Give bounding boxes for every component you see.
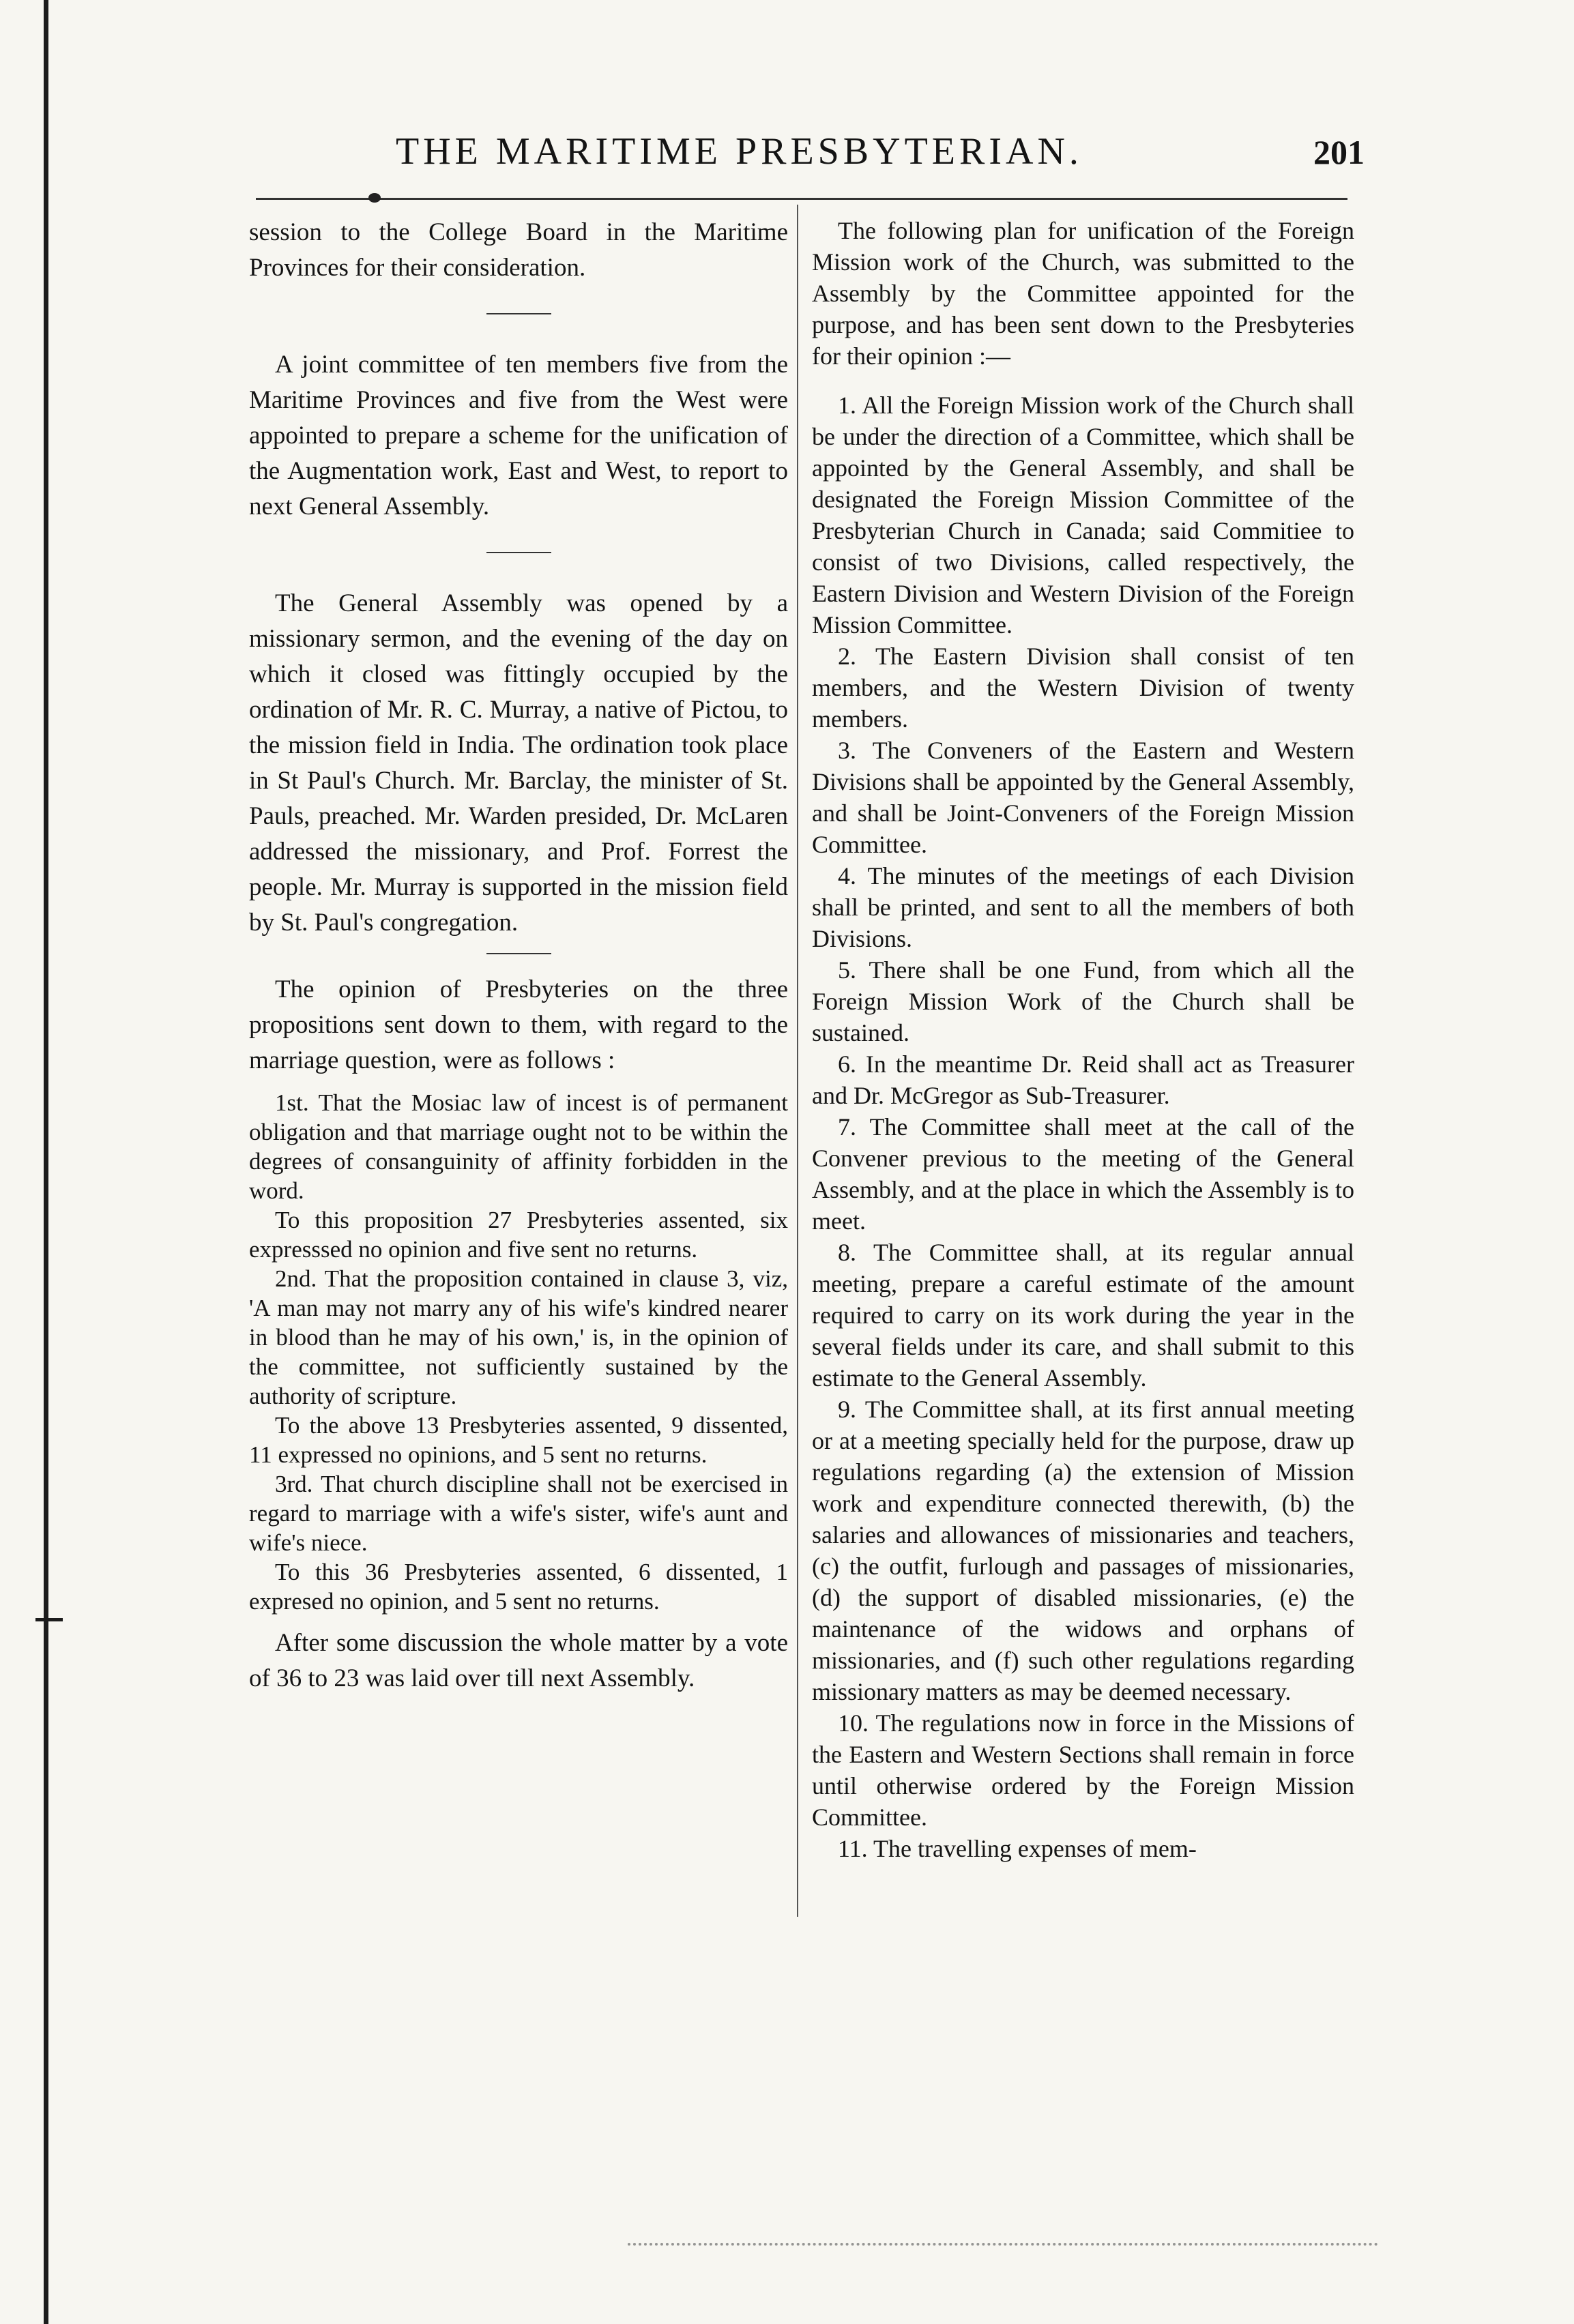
page-number: 201 [1313,133,1365,171]
page-edge-tick [35,1618,63,1621]
plan-item: 8. The Committee shall, at its regular annual meeting, prepare a careful estimate of the amount required to carry on its work during the year in the several fields under its care, and shall submit to this estimate to the General Assembly. [812,1239,1354,1392]
paragraph-general-assembly: The General Assembly was opened by a missionary sermon, and the evening of the day on which it closed was fittingly occupied by the ordination of Mr. R. C. Murray, a native of Pictou, to the mission field in India. The ordination took place in St Paul's Church. Mr. Barclay, the minister of St. Pauls, preached. Mr. Warden presided, Dr. McLaren addressed the missionary, and Prof. Forrest the people. Mr. Murray is supported in the mission field by St. Paul's congregation. [249,589,788,937]
result-first: To this proposition 27 Presbyteries assented, six expresssed no opinion and five sent no returns. [249,1207,788,1263]
plan-item: 3. The Conveners of the Eastern and Western Divisions shall be appointed by the General Assembly, and shall be Joint-Conveners of the Foreign Mission Committee. [812,737,1354,858]
plan-item: 2. The Eastern Division shall consist of ten members, and the Western Division of twenty members. [812,643,1354,733]
right-column [812,215,1354,1864]
paragraph-unification-plan: The following plan for unification of the Foreign Mission work of the Church, was submitted to the Assembly by the Committee appointed for the purpose, and has been sent down to the Presbyteries for their opinion :— [812,217,1354,370]
plan-item: 1. All the Foreign Mission work of the Church shall be under the direction of a Committee, which shall be appointed by the General Assembly, and shall be designated the Foreign Mission Committee of the Presbyterian Church in Canada; said Commitiee to consist of two Divisions, called respectively, the Eastern Division and Western Division of the Foreign Mission Committee. [812,392,1354,638]
header-rule [256,198,1347,200]
plan-item: 7. The Committee shall meet at the call of the Convener previous to the meeting of the General Assembly, and at the place in which the Assembly is to meet. [812,1113,1354,1235]
section-separator [486,552,551,553]
paragraph-joint-committee: A joint committee of ten members five from the Maritime Provinces and five from the West were appointed to prepare a scheme for the unification of the Augmentation work, East and West, to report to next General Assembly. [249,351,788,520]
print-speckle-line [628,2243,1378,2255]
plan-item: 10. The regulations now in force in the Missions of the Eastern and Western Sections shall remain in force until otherwise ordered by the Foreign Mission Committee. [812,1709,1354,1831]
plan-item: 9. The Committee shall, at its first annual meeting or at a meeting specially held for the purpose, draw up regulations regarding (a) the extension of Mission work and expenditure connected therewith, (b) the salaries and allowances of missionaries and teachers, (c) the outfit, furlough and passages of missionaries, (d) the support of disabled missionaries, (e) the maintenance of the widows and orphans of missionaries, and (f) such other regulations regarding missionary matters as may be deemed necessary. [812,1396,1354,1705]
section-separator [486,953,551,954]
paragraph-college-board: session to the College Board in the Maritime Provinces for their consideration. [249,218,788,282]
column-divider [797,205,798,1917]
page-edge-rule [44,0,48,2324]
paragraph-marriage-question: The opinion of Presbyteries on the three propositions sent down to them, with regard to the marriage question, were as follows : [249,975,788,1074]
proposition-first: 1st. That the Mosiac law of incest is of permanent obligation and that marriage ought not to be within the degrees of consanguinity of affinity forbidden in the word. [249,1089,788,1204]
section-separator [486,313,551,314]
result-second: To the above 13 Presbyteries assented, 9 dissented, 11 expressed no opinions, and 5 sent no returns. [249,1412,788,1468]
proposition-third: 3rd. That church discipline shall not be exercised in regard to marriage with a wife's sister, wife's aunt and wife's niece. [249,1471,788,1556]
plan-item: 11. The travelling expenses of mem- [838,1835,1197,1862]
plan-item: 6. In the meantime Dr. Reid shall act as Treasurer and Dr. McGregor as Sub-Treasurer. [812,1050,1354,1109]
running-title: THE MARITIME PRESBYTERIAN. [396,130,1083,173]
proposition-second: 2nd. That the proposition contained in clause 3, viz, 'A man may not marry any of his wife's kindred nearer in blood than he may of his own,' is, in the opinion of the committee, not sufficiently sustained by the authority of scripture. [249,1265,788,1409]
page-header [396,130,1365,184]
left-column [249,215,788,1696]
plan-item: 5. There shall be one Fund, from which all the Foreign Mission Work of the Church shall be sustained. [812,956,1354,1046]
paragraph-vote: After some discussion the whole matter by a vote of 36 to 23 was laid over till next Assembly. [249,1629,788,1692]
header-rule-mark [368,193,381,203]
result-third: To this 36 Presbyteries assented, 6 dissented, 1 expresed no opinion, and 5 sent no returns. [249,1559,788,1615]
plan-item: 4. The minutes of the meetings of each Division shall be printed, and sent to all the members of both Divisions. [812,862,1354,952]
